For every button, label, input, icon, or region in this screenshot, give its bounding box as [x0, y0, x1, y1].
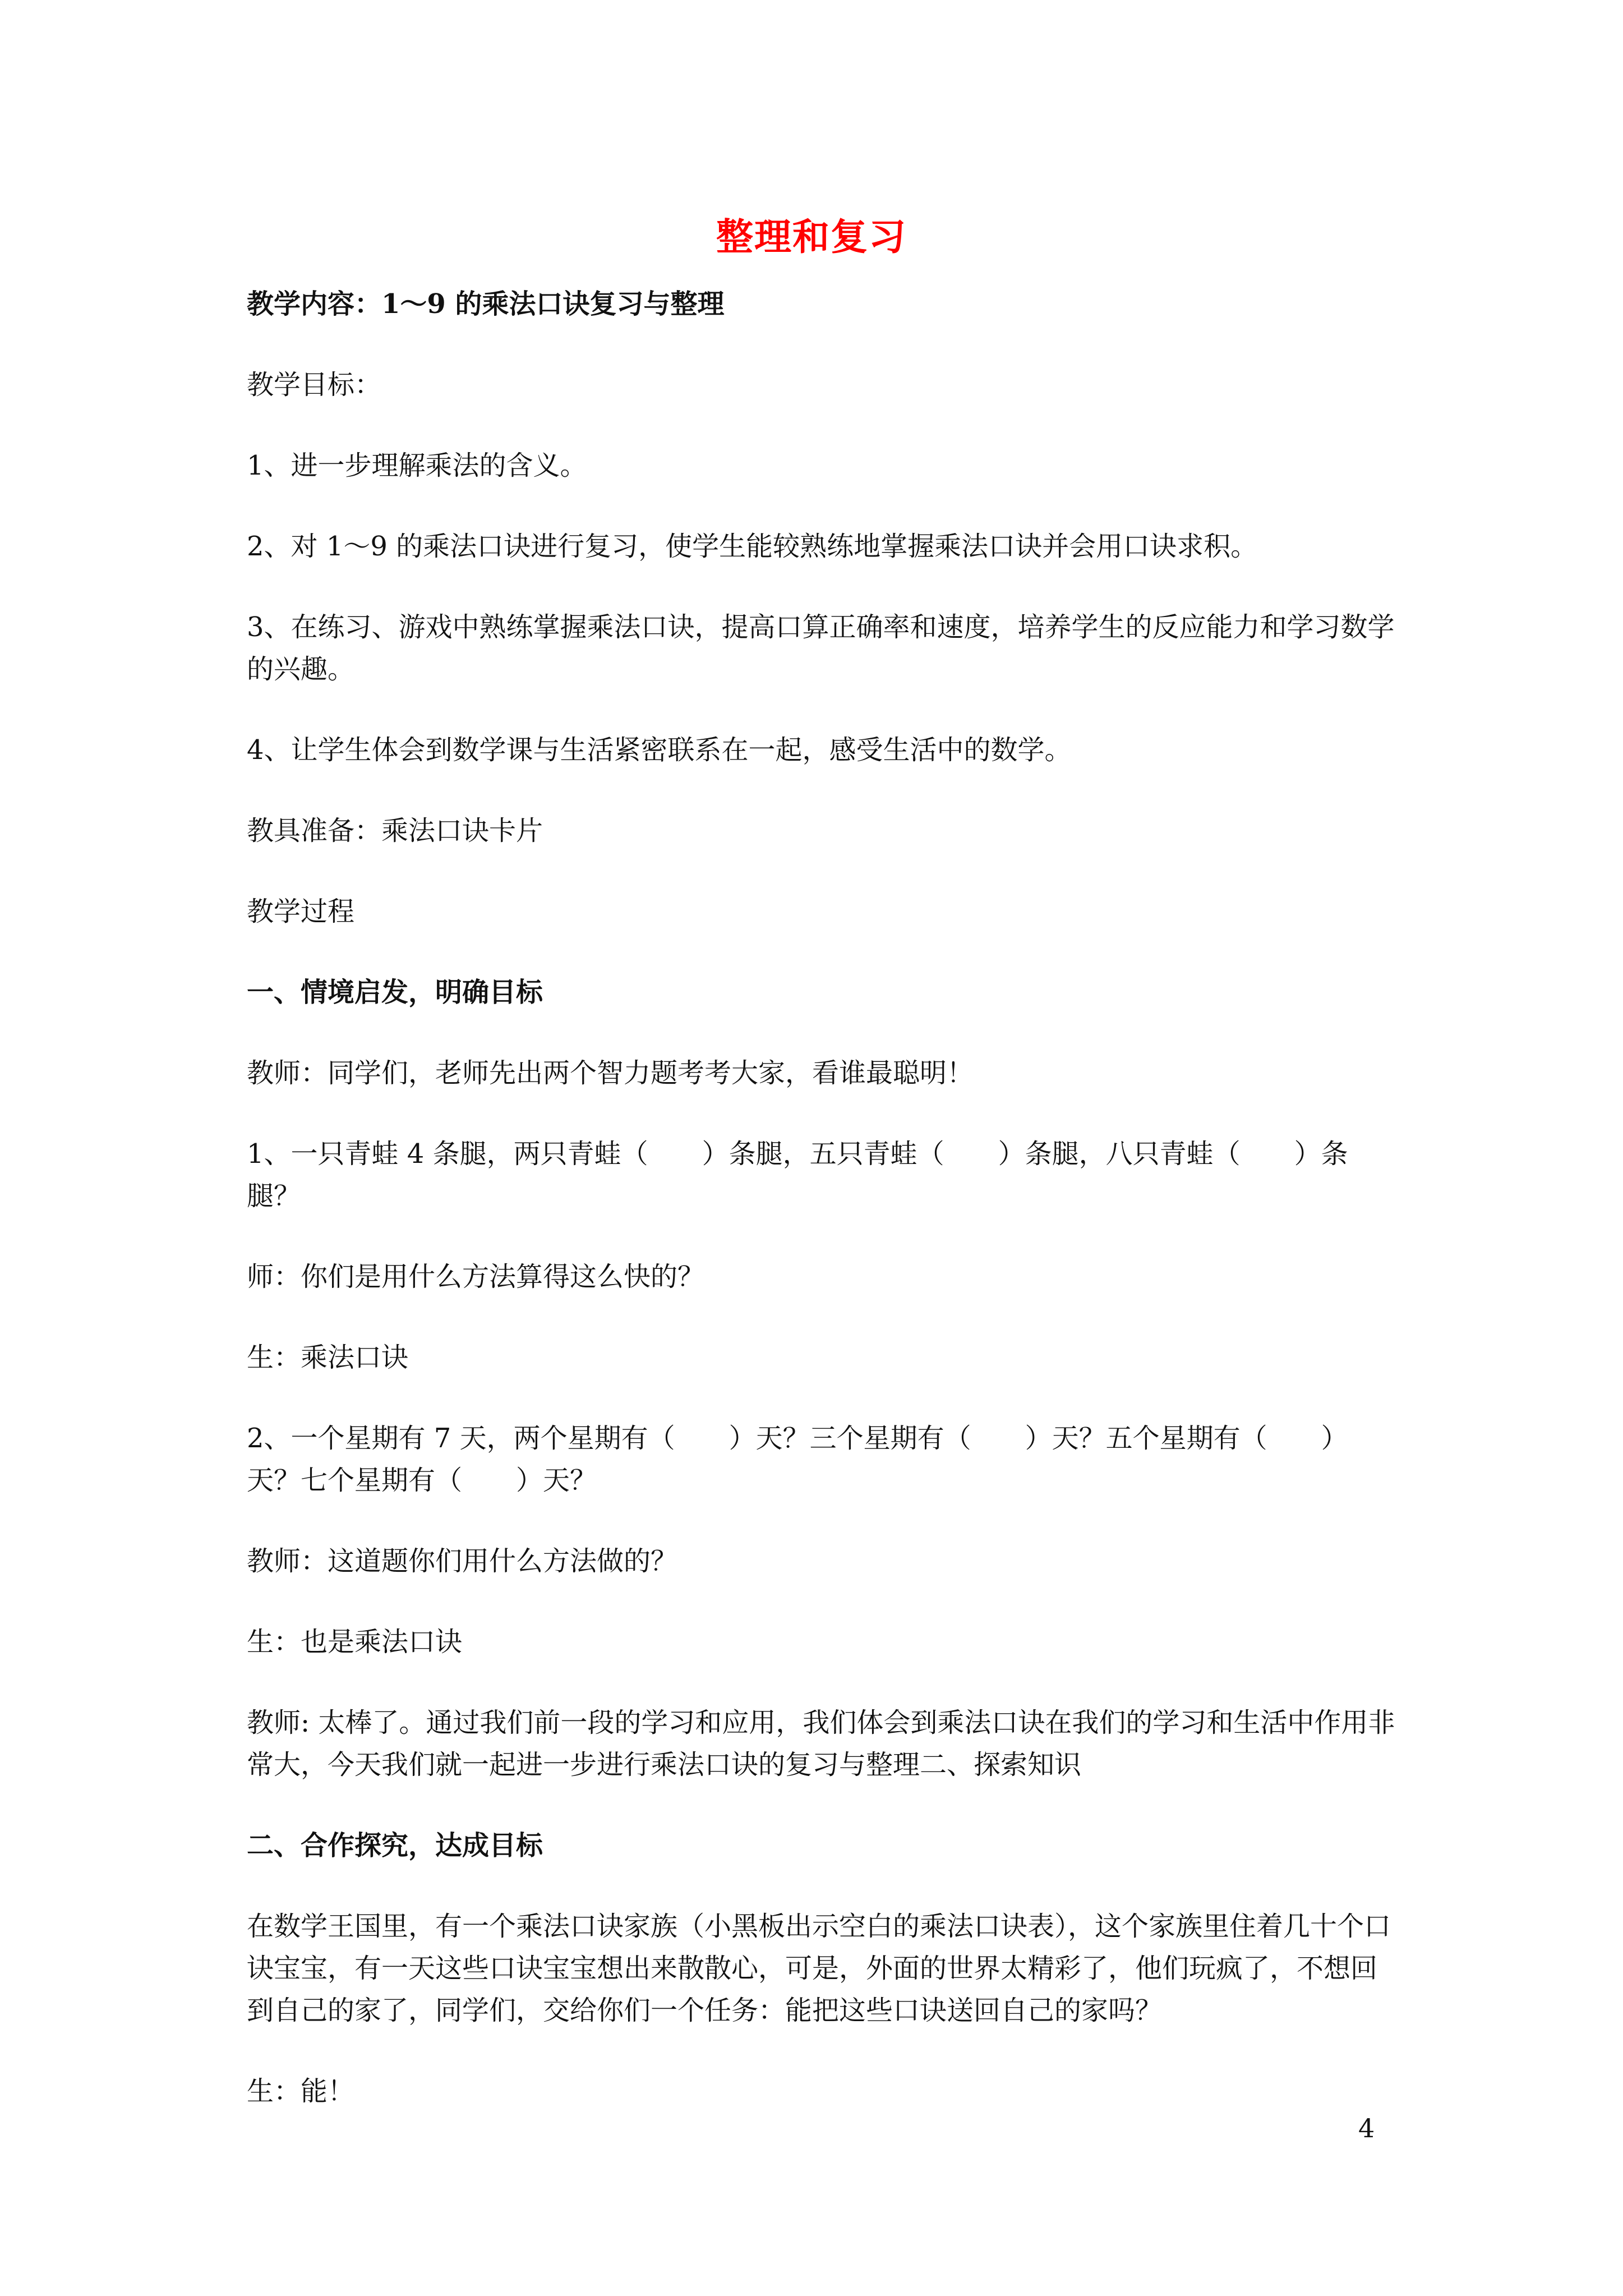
- week-question: 2、一个星期有 7 天，两个星期有（ ）天？三个星期有（ ）天？五个星期有（ ）天？七个星期有（ ）天？: [247, 1423, 1348, 1496]
- goal-item-4: 4、让学生体会到数学课与生活紧密联系在一起，感受生活中的数学。: [247, 734, 1072, 766]
- section-1-heading: 一、情境启发，明确目标: [247, 977, 543, 1008]
- goal-item-1: 1、进一步理解乘法的含义。: [247, 450, 587, 481]
- teaching-goals-heading: 教学目标：: [247, 369, 382, 401]
- goal-item-3: 3、在练习、游戏中熟练掌握乘法口诀，提高口算正确率和速度，培养学生的反应能力和学习数学的兴趣。: [247, 611, 1395, 685]
- teacher-summary: 教师: 太棒了。通过我们前一段的学习和应用，我们体会到乘法口诀在我们的学习和生活中作用非常大，今天我们就一起进一步进行乘法口诀的复习与整理二、探索知识: [247, 1707, 1395, 1780]
- teaching-process-heading: 教学过程: [247, 896, 355, 927]
- document-body: [247, 283, 1396, 2151]
- page-number: 4: [1358, 2113, 1375, 2143]
- goal-item-2: 2、对 1～9 的乘法口诀进行复习，使学生能较熟练地掌握乘法口诀并会用口诀求积。: [247, 531, 1258, 562]
- section-2-heading: 二、合作探究，达成目标: [247, 1830, 543, 1861]
- story-paragraph: 在数学王国里，有一个乘法口诀家族（小黑板出示空白的乘法口诀表），这个家族里住着几十个口诀宝宝，有一天这些口诀宝宝想出来散散心，可是，外面的世界太精彩了，他们玩疯了，不想回到自己的家了，同学们，交给你们一个任务：能把这些口诀送回自己的家吗？: [247, 1911, 1391, 2026]
- teacher-followup-question: 教师：这道题你们用什么方法做的？: [247, 1545, 678, 1577]
- student-answer-3: 生：能！: [247, 2076, 355, 2107]
- teaching-content-line: 教学内容：1～9 的乘法口诀复习与整理: [247, 288, 725, 320]
- teacher-intro-line: 教师：同学们，老师先出两个智力题考考大家，看谁最聪明！: [247, 1057, 974, 1089]
- teaching-materials-line: 教具准备：乘法口诀卡片: [247, 815, 543, 846]
- teacher-method-question: 师：你们是用什么方法算得这么快的？: [247, 1261, 705, 1292]
- student-answer-2: 生：也是乘法口诀: [247, 1626, 463, 1658]
- student-answer-1: 生：乘法口诀: [247, 1342, 409, 1373]
- document-title: 整理和复习: [716, 215, 907, 259]
- frog-question: 1、一只青蛙 4 条腿，两只青蛙（ ）条腿，五只青蛙（ ）条腿，八只青蛙（ ）条腿？: [247, 1138, 1348, 1212]
